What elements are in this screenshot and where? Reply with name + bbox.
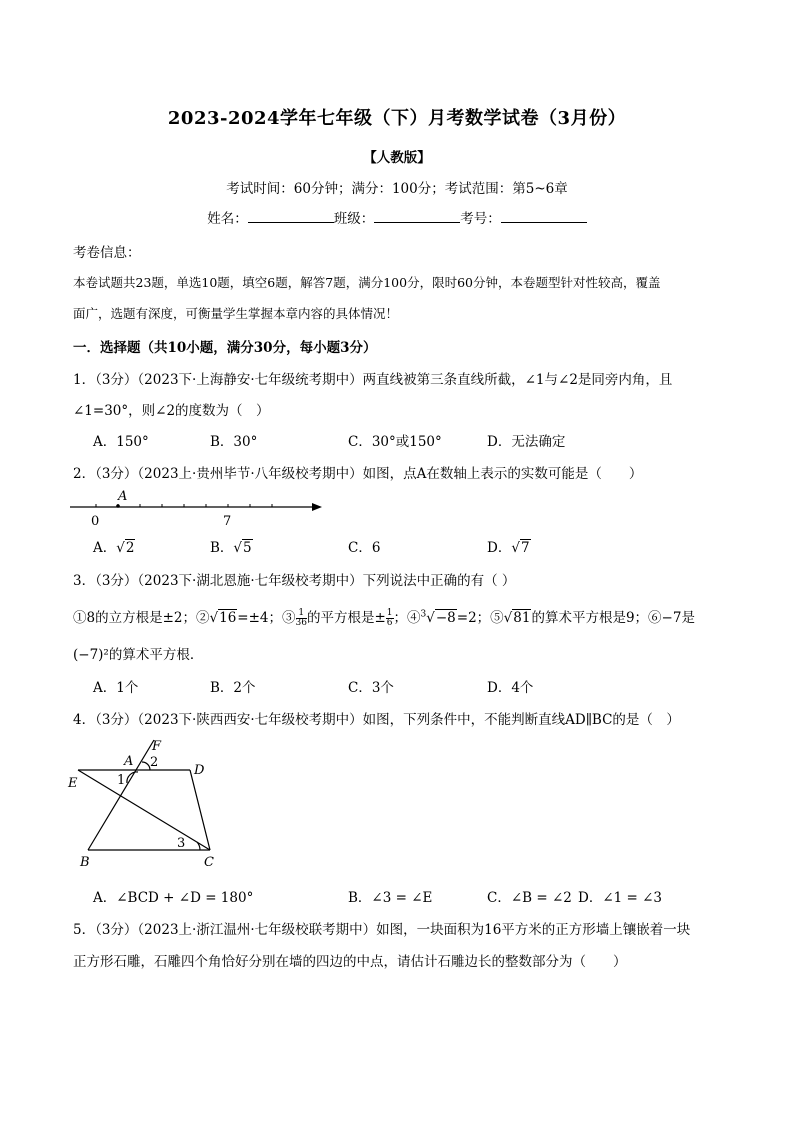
label-angle-2: 2 bbox=[150, 755, 159, 770]
q3-line-2: (−7)²的算术平方根． bbox=[73, 647, 204, 663]
notice-line-2: 面广，选题有深度，可衡量学生掌握本章内容的具体情况！ bbox=[73, 306, 399, 321]
notice-title: 考卷信息： bbox=[73, 245, 141, 261]
q2-option-c[interactable]: C．6 bbox=[348, 540, 381, 556]
page-title: 2023-2024学年七年级（下）月考数学试卷（3月份） bbox=[167, 108, 627, 129]
q4-option-d[interactable]: D．∠1 = ∠3 bbox=[578, 890, 663, 906]
q2-option-a[interactable]: A．√2 bbox=[93, 540, 135, 556]
label-e: E bbox=[68, 776, 78, 791]
student-fields bbox=[0, 207, 794, 227]
label-c: C bbox=[204, 855, 214, 870]
label-f: F bbox=[152, 739, 162, 754]
q4-option-c[interactable]: C．∠B = ∠2 bbox=[487, 890, 572, 906]
q3-statements: ①8的立方根是±2；②√16=±4；③ $\frac{1}{36}$ 的平方根是± $\frac{1}{6}$ ；④$^3$√−8=2；⑤√81的算术平方根是9；⑥−7是 bbox=[73, 608, 695, 628]
q5-stem-line-1: 5．（3分）（2023上·浙江温州·七年级校联考期中）如图，一块面积为16平方米的正方形墙上镶嵌着一块 bbox=[73, 922, 691, 938]
label-d: D bbox=[194, 763, 205, 778]
name-blank[interactable] bbox=[248, 208, 334, 223]
q3-option-d[interactable]: D．4个 bbox=[487, 680, 534, 696]
q3-stem: 3．（3分）（2023下·湖北恩施·七年级校考期中）下列说法中正确的有（ ） bbox=[73, 573, 516, 589]
section-heading: 一．选择题（共10小题，满分30分，每小题3分） bbox=[73, 340, 377, 356]
label-a: A bbox=[124, 754, 134, 769]
q1-stem-line-2: ∠1=30°，则∠2的度数为（ ） bbox=[73, 403, 270, 419]
q2-option-d[interactable]: D．√7 bbox=[487, 540, 530, 556]
q2-stem: 2．（3分）（2023上·贵州毕节·八年级校考期中）如图，点A在数轴上表示的实数可能是（ ） bbox=[73, 466, 643, 482]
q5-stem-line-2: 正方形石雕，石雕四个角恰好分别在墙的四边的中点，请估计石雕边长的整数部分为（ ） bbox=[73, 954, 627, 970]
number-label: 考号： bbox=[460, 211, 501, 227]
name-label: 姓名： bbox=[207, 211, 248, 227]
tick-label-0: 0 bbox=[91, 514, 100, 529]
edition-label: 【人教版】 bbox=[363, 150, 431, 166]
q3-option-c[interactable]: C．3个 bbox=[348, 680, 394, 696]
trapezoid-figure bbox=[66, 736, 226, 872]
axis-arrow-icon bbox=[312, 503, 322, 511]
q1-option-a[interactable]: A．150° bbox=[93, 434, 149, 450]
q1-option-d[interactable]: D．无法确定 bbox=[487, 434, 566, 450]
q3-option-b[interactable]: B．2个 bbox=[210, 680, 256, 696]
label-b: B bbox=[80, 855, 90, 870]
point-a-label: A bbox=[118, 489, 128, 504]
point-a-dot bbox=[116, 504, 120, 508]
exam-info: 考试时间：60分钟；满分：100分；考试范围：第5~6章 bbox=[226, 181, 568, 197]
label-angle-3: 3 bbox=[177, 836, 186, 851]
class-blank[interactable] bbox=[374, 208, 460, 223]
q3-option-a[interactable]: A．1个 bbox=[93, 680, 139, 696]
notice-line-1: 本卷试题共23题，单选10题，填空6题，解答7题，满分100分，限时60分钟，本卷题型针对性较高，覆盖 bbox=[73, 275, 661, 290]
number-line-figure bbox=[68, 484, 328, 530]
q4-stem: 4．（3分）（2023下·陕西西安·七年级校考期中）如图，下列条件中，不能判断直线AD∥BC的是（ ） bbox=[73, 712, 680, 728]
tick-label-7: 7 bbox=[223, 514, 232, 529]
class-label: 班级： bbox=[333, 211, 375, 227]
q2-option-b[interactable]: B．√5 bbox=[210, 540, 252, 556]
label-angle-1: 1 bbox=[117, 773, 126, 788]
q1-option-b[interactable]: B．30° bbox=[210, 434, 258, 450]
number-blank[interactable] bbox=[501, 208, 587, 223]
q4-option-a[interactable]: A．∠BCD + ∠D = 180° bbox=[93, 890, 254, 906]
q1-stem-line-1: 1．（3分）（2023下·上海静安·七年级统考期中）两直线被第三条直线所截，∠1与∠2是同旁内角，且 bbox=[73, 372, 673, 388]
q4-option-b[interactable]: B．∠3 = ∠E bbox=[348, 890, 433, 906]
q1-option-c[interactable]: C．30°或150° bbox=[348, 434, 442, 450]
